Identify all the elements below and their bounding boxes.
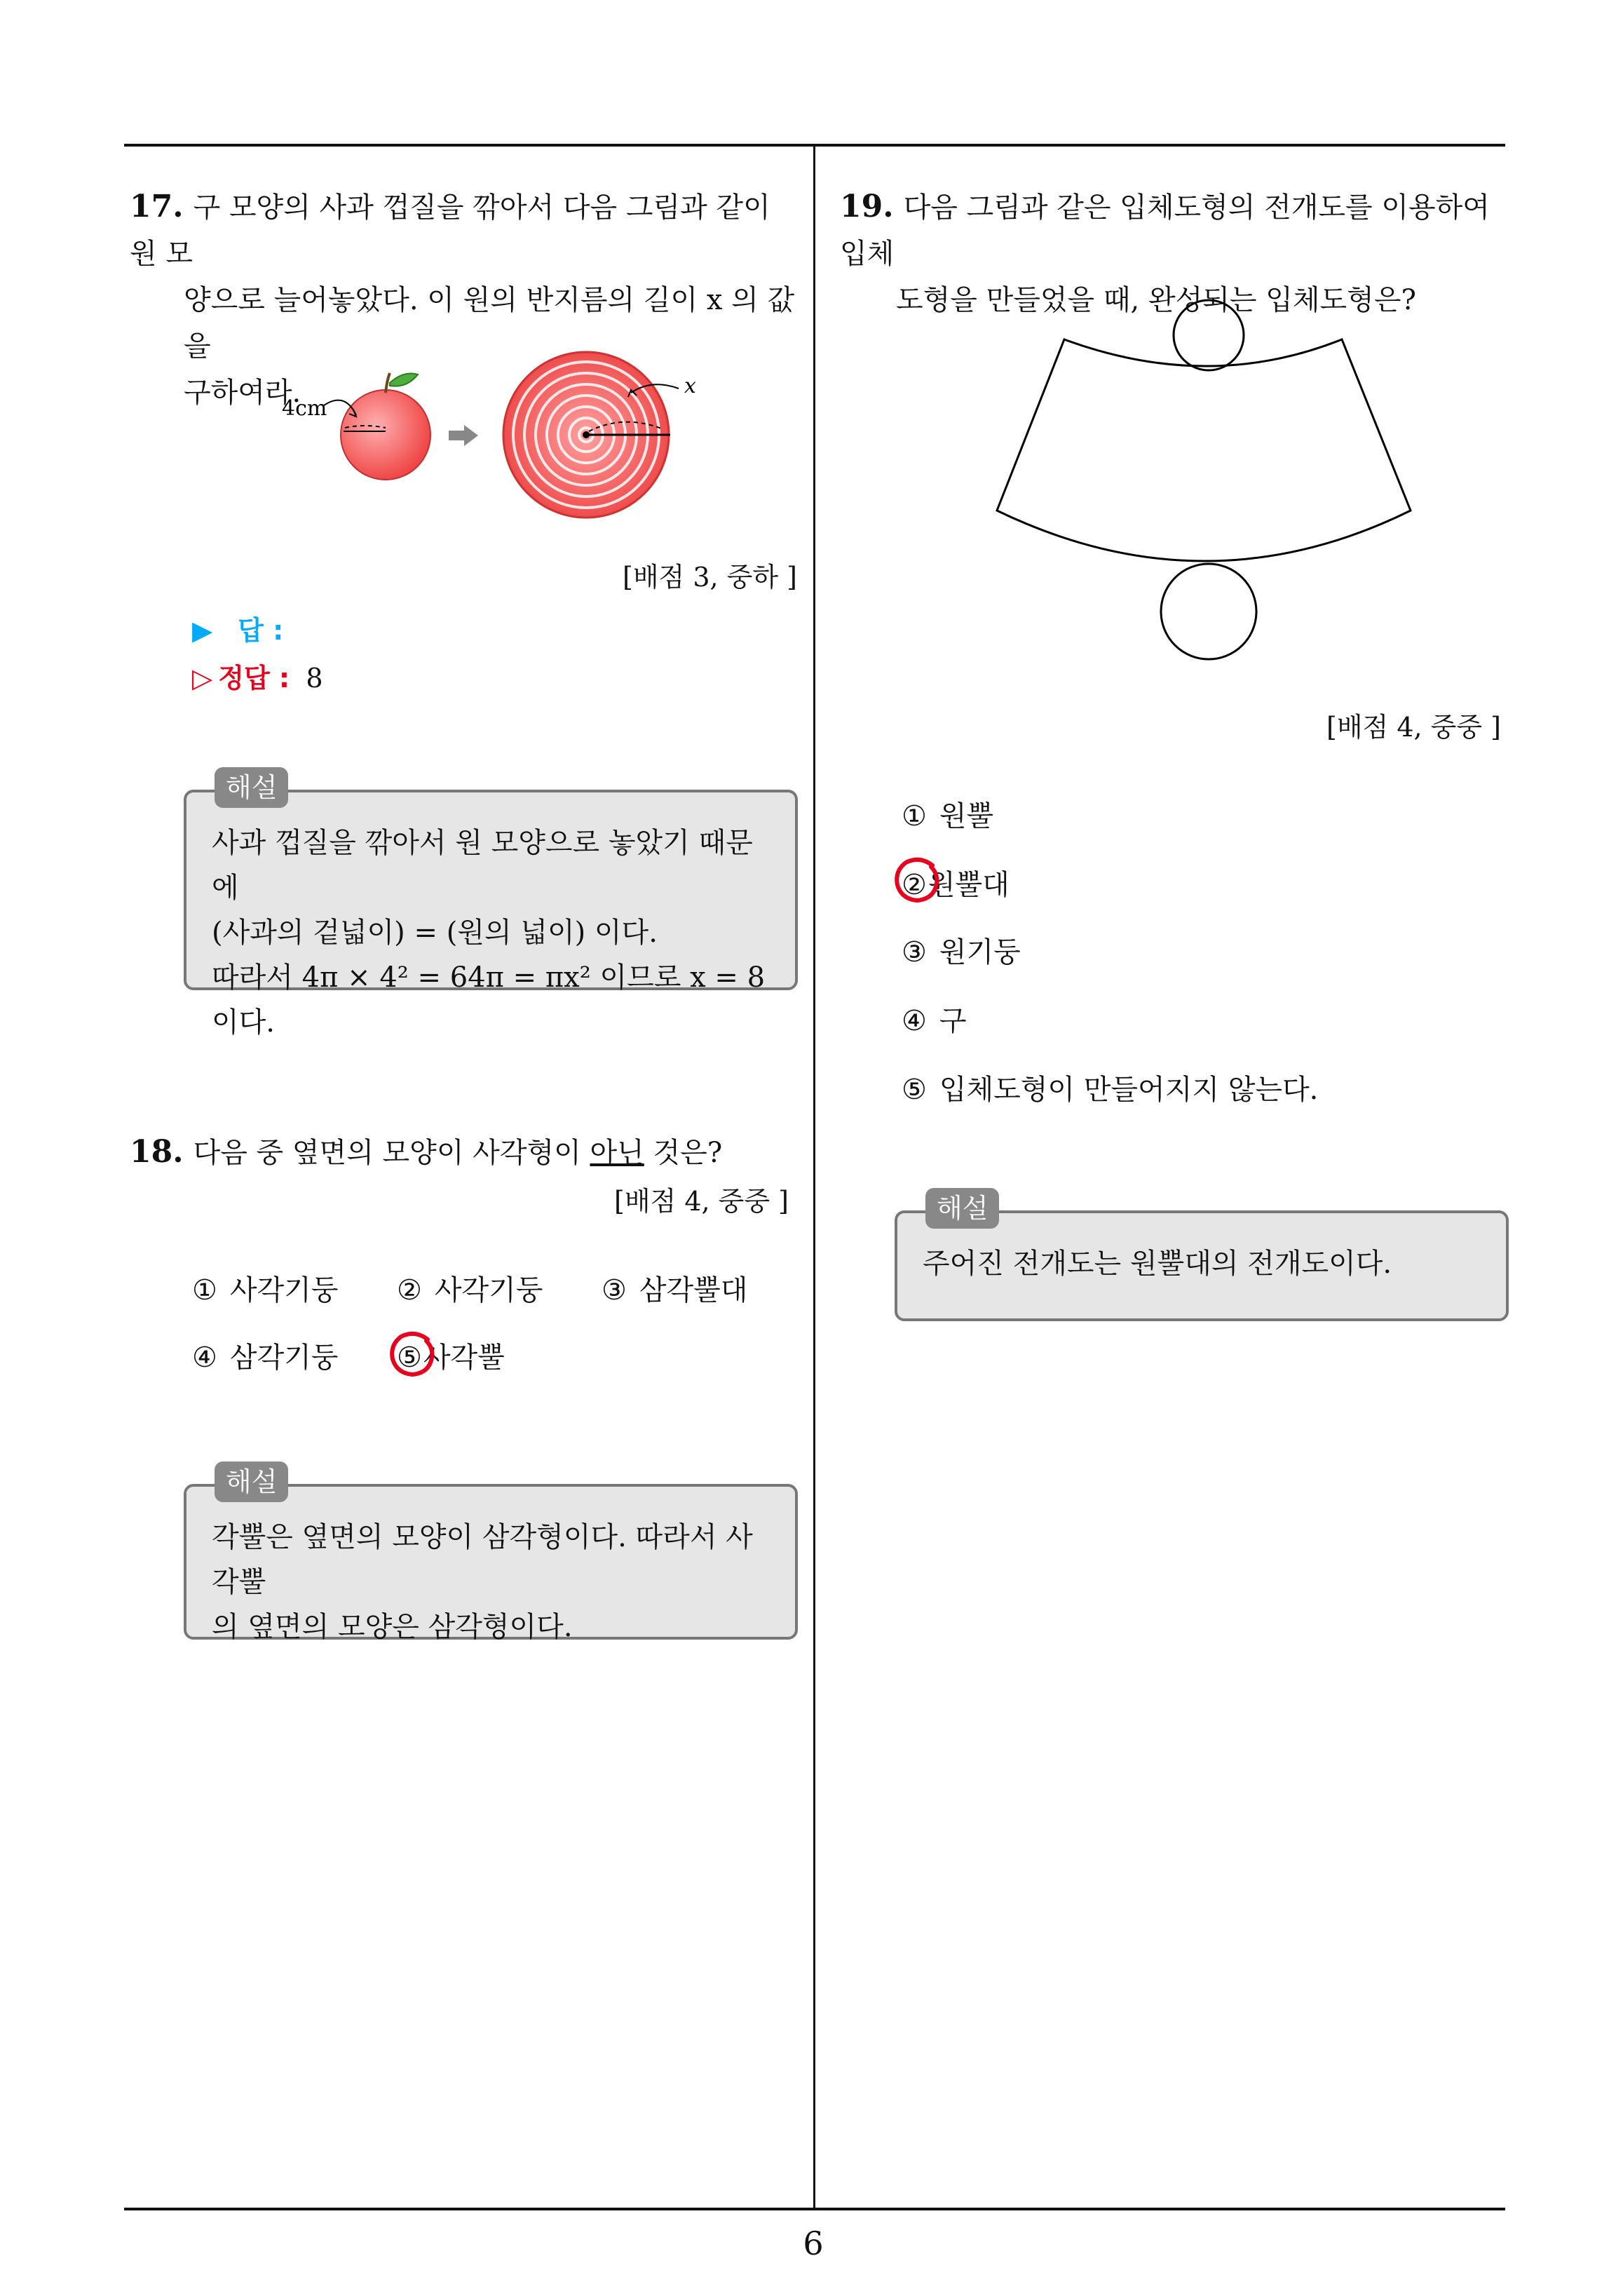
question-number: 17. [130, 189, 184, 224]
apple-figure [280, 365, 701, 519]
explanation-box-q17 [184, 772, 798, 1039]
choice-3[interactable]: ③ 원기둥 [902, 936, 1021, 968]
peel-spiral-icon [503, 352, 679, 518]
radius-label: 4cm [282, 396, 327, 421]
explanation-tag: 해설 [925, 1188, 999, 1229]
question-number: 18. [130, 1134, 184, 1170]
top-circle [1174, 300, 1244, 370]
choice-4[interactable]: ④ 삼각기둥 [192, 1342, 339, 1374]
selected-circle-mark [387, 1328, 437, 1379]
explanation-line: (사과의 겉넓이) = (원의 넓이) 이다. [212, 917, 658, 949]
lateral-surface [997, 339, 1411, 561]
explanation-line: 따라서 4π × 4² = 64π = πx² 이므로 x = 8 이다. [212, 961, 766, 1039]
correct-label: 정답 : [218, 663, 290, 694]
apple-icon [324, 373, 430, 480]
question-text: 것은? [644, 1137, 723, 1169]
choice-4[interactable]: ④ 구 [902, 1005, 967, 1037]
arrow-right-icon [449, 425, 478, 446]
x-label: x [684, 374, 696, 398]
explanation-tag: 해설 [215, 1461, 288, 1502]
bottom-circle [1161, 564, 1256, 659]
outline-triangle-icon: ▷ [192, 663, 213, 694]
choice-5[interactable]: ⑤ 입체도형이 만들어지지 않는다. [902, 1074, 1319, 1106]
underlined-word: 아닌 [590, 1137, 644, 1169]
question-number: 19. [840, 189, 894, 224]
frustum-net-diagram [996, 295, 1416, 666]
answer-label: 답 : [238, 615, 284, 646]
choice-1[interactable]: ① 원뿔 [902, 800, 994, 832]
page-number: 6 [803, 2224, 824, 2262]
explanation-box-q18 [184, 1466, 798, 1643]
explanation-line: 의 옆면의 모양은 삼각형이다. [212, 1611, 573, 1643]
explanation-line: 각뿔은 옆면의 모양이 삼각형이다. 따라서 사각뿔 [212, 1521, 753, 1598]
explanation-line: 주어진 전개도는 원뿔대의 전개도이다. [923, 1248, 1392, 1280]
play-triangle-icon: ▶ [192, 615, 213, 646]
choice-5[interactable]: ⑤사각뿔 [397, 1342, 505, 1374]
choice-3[interactable]: ③ 삼각뿔대 [602, 1274, 748, 1306]
question-text: 다음 중 옆면의 모양이 사각형이 [193, 1137, 590, 1169]
correct-answer-row [192, 656, 323, 695]
question-text-line: 구 모양의 사과 껍질을 깎아서 다음 그림과 같이 원 모 [130, 191, 770, 270]
question-text-line: 양으로 늘어놓았다. 이 원의 반지름의 길이 x 의 값을 [184, 284, 795, 363]
column-divider [813, 145, 815, 2209]
question-text-line: 도형을 만들었을 때, 완성되는 입체도형은? [896, 284, 1416, 316]
correct-value: 8 [306, 663, 323, 694]
explanation-tag: 해설 [215, 767, 288, 808]
points-q18: [배점 4, 중중 ] [614, 1186, 789, 1217]
bottom-rule [124, 2208, 1505, 2210]
question-text-line: 구하여라. [184, 377, 301, 409]
points-q17: [배점 3, 중하 ] [623, 562, 797, 593]
selected-circle-mark [892, 854, 942, 905]
choice-2[interactable]: ② 사각기둥 [397, 1274, 543, 1306]
question-18 [130, 1129, 806, 1176]
choice-1[interactable]: ① 사각기둥 [192, 1274, 339, 1306]
choice-2[interactable]: ②원뿔대 [902, 869, 1010, 901]
explanation-line: 사과 껍질을 깎아서 원 모양으로 놓았기 때문에 [212, 827, 753, 904]
answer-row [192, 609, 283, 647]
question-text-line: 다음 그림과 같은 입체도형의 전개도를 이용하여 입체 [840, 191, 1490, 270]
points-q19: [배점 4, 중중 ] [1326, 712, 1501, 743]
explanation-box-q19 [895, 1193, 1509, 1321]
